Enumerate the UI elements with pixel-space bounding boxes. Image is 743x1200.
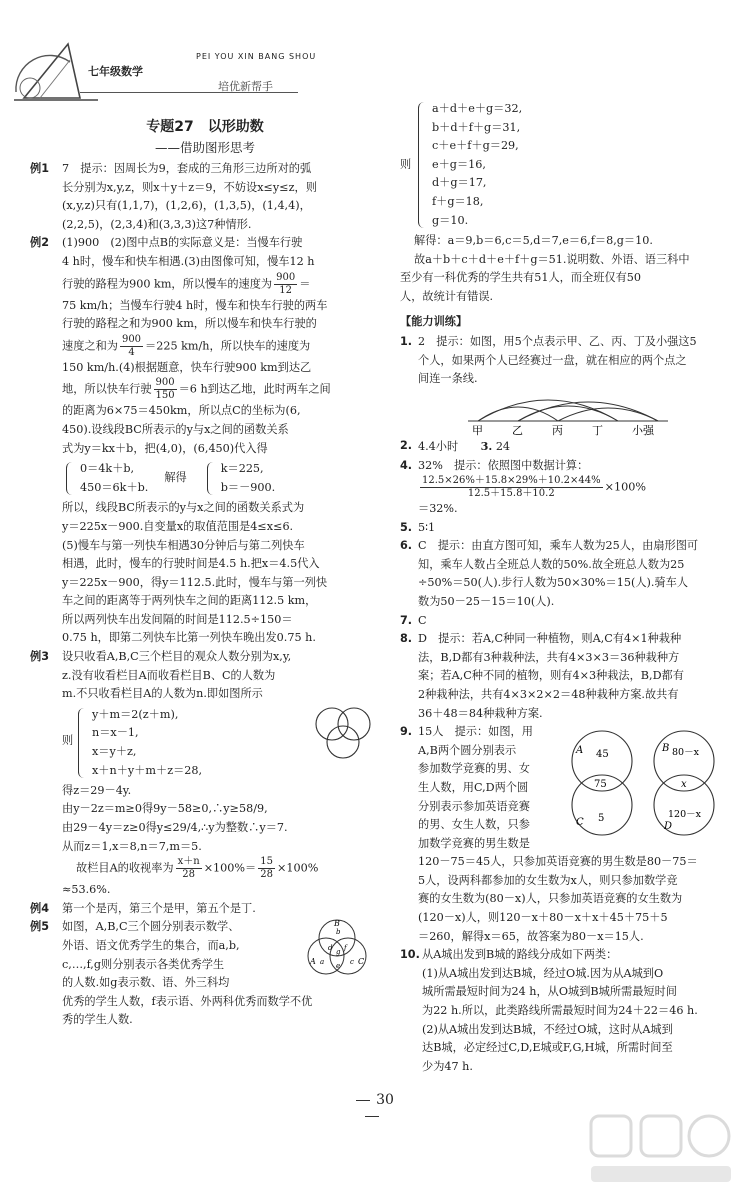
text-line: 从而z＝1,x＝8,n＝7,m＝5. [62,839,202,853]
text-line: 4.4小时 3. 24 [418,438,511,453]
section-heading: 【能力训练】 [400,314,468,328]
question-9 [400,723,720,946]
then-word: 则 [62,733,74,747]
question-4 [400,457,720,519]
fraction: $\frac{900}{150}$ [155,377,175,402]
then-word: 则 [400,158,412,171]
text-line: 15人 提示：如图，用 [418,725,533,739]
text-line: 如图，A,B,C三个圆分别表示数学、 [62,920,240,934]
equation-block [400,100,720,230]
fraction: $\frac{900}{4}$ [121,333,142,358]
text-line: 第一个是丙，第三个是甲，第五个是丁. [62,901,256,915]
question-number: 2. [400,438,413,452]
text-line: 故a＋b＋c＋d＋e＋f＋g＝51.说明数、外语、语三科中 [414,252,690,266]
text-line: 为22 h.所以，此类路线所需最短时间为24＋22＝46 h. [422,1003,698,1017]
series-name: 培优新帮手 [218,80,273,93]
question-number: 6. [400,539,413,553]
text-line: 数为50－25－15＝10(人). [418,595,555,609]
text-line: A,B两个圆分别表示 [418,743,517,757]
text-line: (2)从A城出发到达B城，不经过O城，这时从A城到 [422,1022,673,1036]
text-line: 赛的女生数为(80－x)人，只参加英语竞赛的女生数为 [418,892,683,906]
svg-text:C: C [358,957,365,967]
text-line: z.没有收看栏目A而收看栏目B、C的人数为 [62,668,276,682]
question-10 [400,946,720,1076]
equation-group [62,458,380,499]
svg-text:b: b [336,928,341,937]
text-line: (x,y,z)只有(1,1,7)，(1,2,6)，(1,3,5)，(1,4,4)， [62,199,311,213]
example-3 [30,648,380,900]
svg-text:乙: 乙 [512,423,523,437]
text-line: 法，B,D都有3种栽种法，共有4×3×3＝36种栽种方 [418,650,680,664]
text-line: 4 h时，慢车和快车相遇.(3)由图像可知，慢车12 h [62,254,315,268]
svg-text:a: a [320,958,325,967]
text-line: c,…,f,g则分别表示各类优秀学生 [62,957,225,971]
text-line: 至少有一科优秀的学生共有51人，而全班仅有50 [400,271,642,285]
text-line: 外语、语文优秀学生的集合，而a,b, [62,939,240,952]
svg-text:f: f [344,944,347,953]
text-line: 达B城，必定经过C,D,E城或F,G,H城，所需时间至 [422,1041,673,1055]
text-line: ≈53.6%. [62,883,111,897]
text-line: 行驶的路程为900 km，所以慢车的速度为 $\frac{900}{12}$ ＝ [62,271,311,296]
equation-system: 0＝4k＋b, 450＝6k＋b. [62,460,148,497]
svg-text:丁: 丁 [592,423,603,437]
text-line: 解得：a＝9,b＝6,c＝5,d＝7,e＝6,f＝8,g＝10. [414,234,653,248]
svg-text:D: D [664,821,673,833]
text-line: 少为47 h. [422,1059,473,1073]
example-1 [30,160,380,234]
svg-text:5: 5 [598,813,605,825]
text-line: 的人数.如g表示数、语、外三科均 [62,976,230,990]
question-number: 9. [400,725,413,739]
question-1 [400,333,720,437]
text-line: 从A城出发到B城的路线分成如下两类： [422,948,618,962]
svg-text:B: B [334,919,340,929]
text-line: 知，乘车人数占全班总人数的50%.故全班总人数为25 [418,557,685,571]
text-line: 式为y＝kx＋b，把(4,0)，(6,450)代入得 [62,441,268,455]
equation-system: a＋d＋e＋g＝32, b＋d＋f＋g＝31, c＋e＋f＋g＝29, e＋g＝16, d＋g＝17, f＋g＝18, g＝10. [414,100,720,230]
text-line: y＝225x－900，得y＝112.5.此时，慢车与第一列快 [62,575,328,589]
text-line: 相遇，此时，慢车的行驶时间是4.5 h.把x＝4.5代入 [62,557,320,571]
text-line: 得z＝29－4y. [62,783,132,797]
svg-text:c: c [350,958,354,967]
svg-text:d: d [328,944,333,953]
text-line: 的距离为6×75＝450km，所以点C的坐标为(6, [62,404,301,418]
text-line: 间连一条线. [418,372,478,386]
example-label: 例4 [30,901,49,915]
svg-text:B: B [662,743,670,755]
svg-text:75: 75 [594,779,607,791]
svg-text:丙: 丙 [552,423,563,437]
question-number: 8. [400,632,413,646]
text-line: 2 提示：如图，用5个点表示甲、乙、丙、丁及小强这5 [418,335,697,349]
text-line: 所以，线段BC所表示的y与x之间的函数关系式为 [62,501,305,515]
fraction: $\frac{12.5\times 26\%+15.8\times 29\%+10.2\times 44\%}{12.5+15.8+10.2}$ [422,475,601,500]
text-line: 案；若A,C种不同的植物，则有4×3种栽法，B,D都有 [418,669,684,683]
svg-text:小强: 小强 [632,423,654,437]
formula-line: $\frac{12.5\times 26\%+15.8\times 29\%+10.2\times 44\%}{12.5+15.8+10.2}$ ×100% [422,475,646,500]
text-line: C 提示：由直方图可知，乘车人数为25人，由扇形图可 [418,539,699,553]
series-pinyin: PEI YOU XIN BANG SHOU [196,52,317,61]
text-line: y＝225x－900.自变量x的取值范围是4≤x≤6. [62,519,294,533]
svg-text:x: x [681,779,687,791]
grade-label: 七年级数学 [88,65,143,78]
text-line: C [418,613,427,627]
text-line: 参加数学竞赛的男、女 [418,762,530,776]
header-divider [80,92,298,93]
text-line: 秀的学生人数. [62,1013,133,1027]
text-line: 人，故统计有错误. [400,289,494,303]
text-line: 加数学竞赛的男生数是 [418,836,530,850]
svg-text:120－x: 120－x [668,809,701,821]
three-circle-venn-figure [298,702,390,768]
text-line: 36＋48＝84种栽种方案. [418,706,543,720]
text-line: 优秀的学生人数，f表示语、外两科优秀而数学不优 [62,994,313,1008]
text-line: 5∶1 [418,520,436,534]
svg-text:甲: 甲 [472,423,483,437]
text-line: ÷50%＝50(人).步行人数为50×30%＝15(人).骑车人 [418,576,689,590]
text-line: 个人，如果两个人已经赛过一盘，就在相应的两个点之 [418,353,687,367]
svg-text:A: A [576,745,584,757]
svg-text:80－x: 80－x [672,747,699,759]
equation-solution: k＝225, b＝－900. [203,460,275,497]
text-line: 7 提示：因周长为9，套成的三角形三边所对的弧 [62,162,312,175]
q9-text-with-figure [418,723,720,853]
text-line: 地，所以快车行驶 $\frac{900}{150}$ ＝6 h到达乙地，此时两车之间 [62,377,331,402]
example-label: 例1 [30,162,49,175]
text-line: ＝32%. [418,502,458,516]
text-line: 2种栽种法，共有4×3×2×2＝48种栽种方案.故共有 [418,688,679,702]
example-label: 例2 [30,236,49,250]
fraction: $\frac{900}{12}$ [276,271,296,296]
page-number: 30 [340,1092,404,1124]
text-line: 长分别为x,y,z，则x＋y＋z＝9，不妨设x≤y≤z，则 [62,180,317,194]
question-number: 5. [400,520,413,534]
right-column [400,98,720,1076]
text-line: 120－75＝45人，只参加英语竞赛的男生数是80－75＝ [418,855,698,869]
example-label: 例3 [30,650,49,664]
question-number: 7. [400,613,413,627]
question-number: 10. [400,948,420,962]
topic-subtitle: ——借助图形思考 [154,140,255,155]
svg-text:A: A [310,957,316,967]
text-line: D 提示：若A,C种同一种植物，则A,C有4×1种栽种 [418,632,682,646]
text-line: (2,2,5)，(2,3,4)和(3,3,3)这7种情形. [62,217,252,231]
svg-text:g: g [336,948,341,957]
text-line: 32% 提示：依照图中数据计算： [418,458,589,472]
text-line: 由y－2z＝m≥0得9y－58≥0,∴y≥58/9, [62,802,268,816]
fraction: $\frac{15}{28}$ [260,856,273,881]
question-6 [400,537,720,611]
left-column [30,108,380,1030]
question-8 [400,630,720,723]
text-line: 分别表示参加英语竞赛 [418,799,530,813]
text-line: m.不只收看栏目A的人数为n.即如图所示 [62,687,263,701]
fraction: $\frac{x+n}{28}$ [177,856,200,881]
example-2 [30,234,380,648]
text-line: 城所需最短时间为24 h，从O城到B城所需最短时间 [422,985,677,999]
text-line: (5)慢车与第一列快车相遇30分钟后与第二列快车 [62,538,305,552]
question-7 [400,612,720,631]
text-line: ＝260，解得x＝65，故答案为80－x＝15人. [418,929,644,943]
text-line: 所以两列快车出发间隔的时间是112.5÷150＝ [62,612,293,626]
watermark-logo-icon [587,1110,737,1190]
example-label: 例5 [30,920,49,934]
question-2-3 [400,437,720,457]
system-with-figure [62,704,380,782]
svg-text:45: 45 [596,749,609,761]
solve-word: 解得 [164,471,187,485]
text-line: 75 km/h；当慢车行驶4 h时，慢车和快车行驶的两车 [62,298,328,312]
text-line: 故栏目A的收视率为 $\frac{x+n}{28}$ ×100%＝ $\frac{15}{28}$ ×100% [76,856,319,881]
text-line: 的男、女生人数，只参 [418,818,530,832]
text-line: (1)900 (2)图中点B的实际意义是：当慢车行驶 [62,236,303,250]
svg-text:e: e [336,962,341,971]
text-line: 5人，设两科都参加的女生数为x人，则只参加数学竞 [418,873,678,887]
svg-text:C: C [576,817,584,829]
example-5 [30,918,380,1030]
topic-title: 专题27 以形助数 [146,119,264,135]
text-line: 速度之和为 $\frac{900}{4}$ ＝225 km/h，所以快车的速度为 [62,333,311,358]
question-5 [400,519,720,538]
text-line: 450).设线段BC所表示的y与x之间的函数关系 [62,422,289,436]
question-number: 4. [400,458,413,472]
gender-venn-figure [568,725,722,845]
abc-venn-figure [298,914,376,984]
text-line: 设只收看A,B,C三个栏目的观众人数分别为x,y, [62,650,292,664]
text-line: 行驶的路程之和为900 km，所以慢车和快车行驶的 [62,317,317,331]
text-line: 由29－4y＝z≥0得y≤29/4,∴y为整数∴y＝7. [62,821,288,835]
question-number: 1. [400,335,413,349]
text-line: (120－x)人，则120－x＋80－x＋x＋45＋75＋5 [418,911,668,924]
match-arcs-figure [458,389,698,437]
text-line: (1)从A城出发到达B城，经过O城.因为从A城到O [422,966,664,980]
text-line: 0.75 h，即第二列快车比第一列快车晚出发0.75 h. [62,631,316,645]
equation-system: y＋m＝2(z＋m), n＝x－1, x＝y＋z, x＋n＋y＋m＋z＝28, [74,706,202,780]
text-line: 生人数，用C,D两个圆 [418,781,529,794]
text-line: 150 km/h.(4)根据题意，快车行驶900 km到达乙 [62,360,312,374]
text-line: 车之间的距离等于两列快车之间的距离112.5 km， [62,594,317,608]
